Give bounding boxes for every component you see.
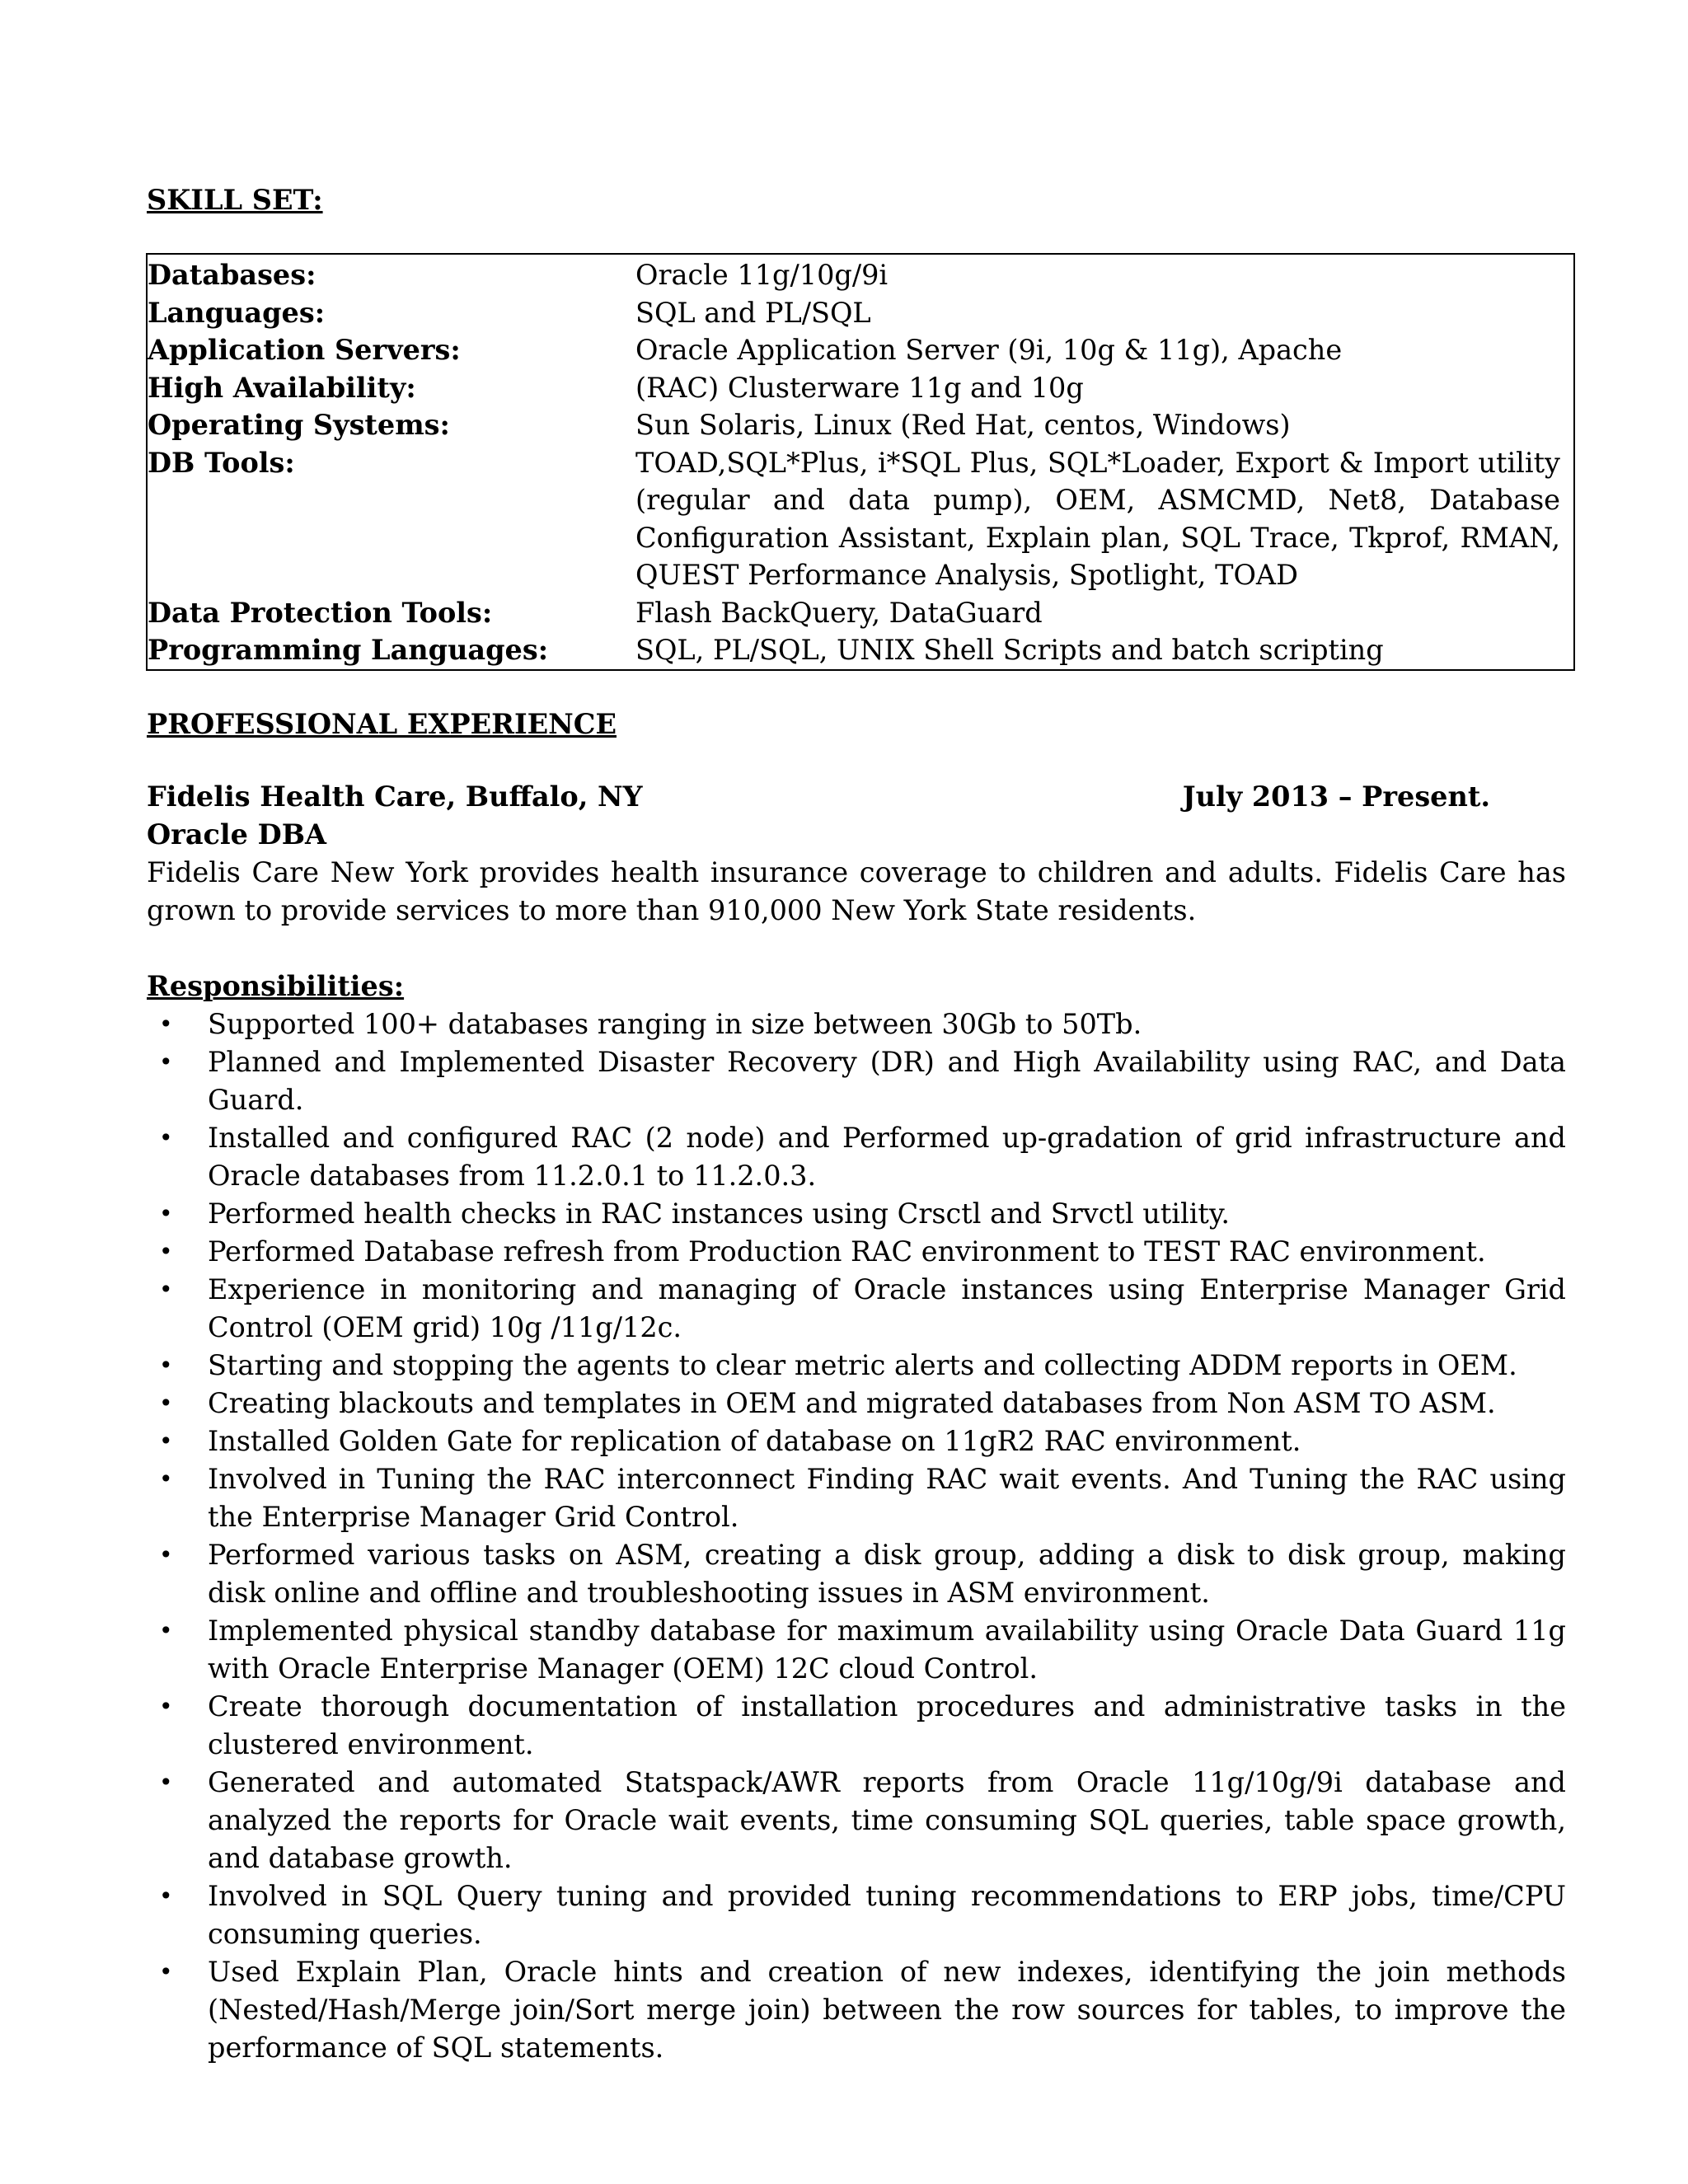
skills-table — [146, 253, 1575, 671]
responsibilities-list — [147, 1005, 1566, 2067]
responsibility-text: Used Explain Plan, Oracle hints and creation of new indexes, identifying the join methods (Nested/Hash/Merge join/Sort merge join) between the row sources for tables, to improve the performance of SQL statements. — [208, 1955, 1566, 2064]
skill-label: DB Tools: — [148, 446, 295, 479]
responsibility-text: Generated and automated Statspack/AWR reports from Oracle 11g/10g/9i database and analyzed the reports for Oracle wait events, time consuming SQL queries, table space growth, and database growth. — [208, 1765, 1566, 1874]
bullet-icon: • — [159, 1616, 173, 1644]
responsibility-text: Planned and Implemented Disaster Recovery (DR) and High Availability using RAC, and Data Guard. — [208, 1045, 1566, 1116]
skill-row — [147, 444, 1574, 594]
skillset-heading: SKILL SET: — [147, 184, 323, 216]
list-item — [147, 1877, 1566, 1953]
skill-label: Operating Systems: — [148, 409, 450, 441]
skill-row — [147, 369, 1574, 407]
list-item — [147, 1460, 1566, 1536]
responsibility-text: Supported 100+ databases ranging in size between 30Gb to 50Tb. — [208, 1007, 1142, 1040]
bullet-icon: • — [159, 1199, 173, 1227]
skill-value: Flash BackQuery, DataGuard — [635, 596, 1043, 629]
job-role: Oracle DBA — [147, 818, 326, 851]
bullet-icon: • — [159, 1427, 173, 1455]
responsibility-text: Installed and configured RAC (2 node) and Performed up-gradation of grid infrastructure and Oracle databases from 11.2.0.1 to 11.2.0.3. — [208, 1121, 1566, 1192]
responsibility-text: Performed health checks in RAC instances using Crsctl and Srvctl utility. — [208, 1197, 1230, 1230]
list-item — [147, 1233, 1566, 1271]
list-item — [147, 1119, 1566, 1195]
company-name: Fidelis Health Care, Buffalo, NY — [147, 780, 643, 813]
skill-label: Programming Languages: — [148, 634, 549, 666]
skill-label: Application Servers: — [148, 334, 461, 366]
skill-label: Data Protection Tools: — [148, 596, 493, 629]
company-description: Fidelis Care New York provides health insurance coverage to children and adults. Fidelis Care has grown to provide services to more than 910,000 New York State residents. — [147, 855, 1566, 926]
list-item — [147, 1536, 1566, 1612]
skill-value: Oracle Application Server (9i, 10g & 11g), Apache — [635, 334, 1343, 366]
responsibility-text: Creating blackouts and templates in OEM and migrated databases from Non ASM TO ASM. — [208, 1386, 1496, 1419]
bullet-icon: • — [159, 1882, 173, 1910]
bullet-icon: • — [159, 1351, 173, 1379]
bullet-icon: • — [159, 1768, 173, 1796]
responsibility-text: Involved in SQL Query tuning and provided tuning recommendations to ERP jobs, time/CPU consuming queries. — [208, 1879, 1566, 1950]
responsibility-text: Performed various tasks on ASM, creating a disk group, adding a disk to disk group, making disk online and offline and troubleshooting issues in ASM environment. — [208, 1538, 1566, 1609]
responsibilities-heading: Responsibilities: — [147, 969, 405, 1002]
bullet-icon: • — [159, 1389, 173, 1417]
skill-value: SQL, PL/SQL, UNIX Shell Scripts and batch scripting — [635, 634, 1384, 666]
list-item — [147, 1422, 1566, 1460]
skill-label: Databases: — [148, 259, 316, 291]
skill-value: SQL and PL/SQL — [635, 296, 871, 329]
responsibility-text: Performed Database refresh from Production RAC environment to TEST RAC environment. — [208, 1235, 1486, 1268]
job-header — [147, 778, 1566, 816]
responsibility-text: Experience in monitoring and managing of Oracle instances using Enterprise Manager Grid Control (OEM grid) 10g /11g/12c. — [208, 1272, 1566, 1343]
responsibility-text: Installed Golden Gate for replication of database on 11gR2 RAC environment. — [208, 1424, 1301, 1457]
skill-label: High Availability: — [148, 371, 416, 404]
bullet-icon: • — [159, 1123, 173, 1151]
list-item — [147, 1764, 1566, 1877]
bullet-icon: • — [159, 1465, 173, 1493]
responsibility-text: Involved in Tuning the RAC interconnect Finding RAC wait events. And Tuning the RAC using the Enterprise Manager Grid Control. — [208, 1462, 1566, 1533]
bullet-icon: • — [159, 1275, 173, 1303]
list-item — [147, 1347, 1566, 1385]
skill-row — [147, 406, 1574, 444]
responsibility-text: Starting and stopping the agents to clear metric alerts and collecting ADDM reports in OEM. — [208, 1348, 1517, 1381]
list-item — [147, 1271, 1566, 1347]
skill-value: Oracle 11g/10g/9i — [635, 259, 889, 291]
responsibility-text: Create thorough documentation of installation procedures and administrative tasks in the clustered environment. — [208, 1690, 1566, 1760]
skill-row — [147, 294, 1574, 332]
resume-page — [147, 181, 1566, 2067]
list-item — [147, 1195, 1566, 1233]
list-item — [147, 1043, 1566, 1119]
list-item — [147, 1688, 1566, 1764]
skill-row — [147, 331, 1574, 369]
skill-value: TOAD,SQL*Plus, i*SQL Plus, SQL*Loader, Export & Import utility (regular and data pump), OEM, ASMCMD, Net8, Database Configuration Assistant, Explain plan, SQL Trace, Tkprof, RMAN, QUEST Performance Analysis, Spotlight, TOAD — [635, 446, 1560, 591]
bullet-icon: • — [159, 1010, 173, 1038]
skill-value: Sun Solaris, Linux (Red Hat, centos, Windows) — [635, 409, 1291, 441]
responsibility-text: Implemented physical standby database for maximum availability using Oracle Data Guard 11g with Oracle Enterprise Manager (OEM) 12C cloud Control. — [208, 1614, 1566, 1685]
list-item — [147, 1385, 1566, 1422]
experience-heading: PROFESSIONAL EXPERIENCE — [147, 707, 617, 740]
list-item — [147, 1953, 1566, 2067]
list-item — [147, 1005, 1566, 1043]
bullet-icon: • — [159, 1047, 173, 1076]
skill-row — [147, 254, 1574, 294]
bullet-icon: • — [159, 1692, 173, 1720]
skill-row — [147, 631, 1574, 670]
bullet-icon: • — [159, 1540, 173, 1568]
skill-value: (RAC) Clusterware 11g and 10g — [635, 371, 1084, 404]
skill-label: Languages: — [148, 296, 326, 329]
list-item — [147, 1612, 1566, 1688]
job-dates: July 2013 – Present. — [1182, 780, 1490, 813]
bullet-icon: • — [159, 1237, 173, 1265]
bullet-icon: • — [159, 1957, 173, 1985]
skill-row — [147, 594, 1574, 632]
